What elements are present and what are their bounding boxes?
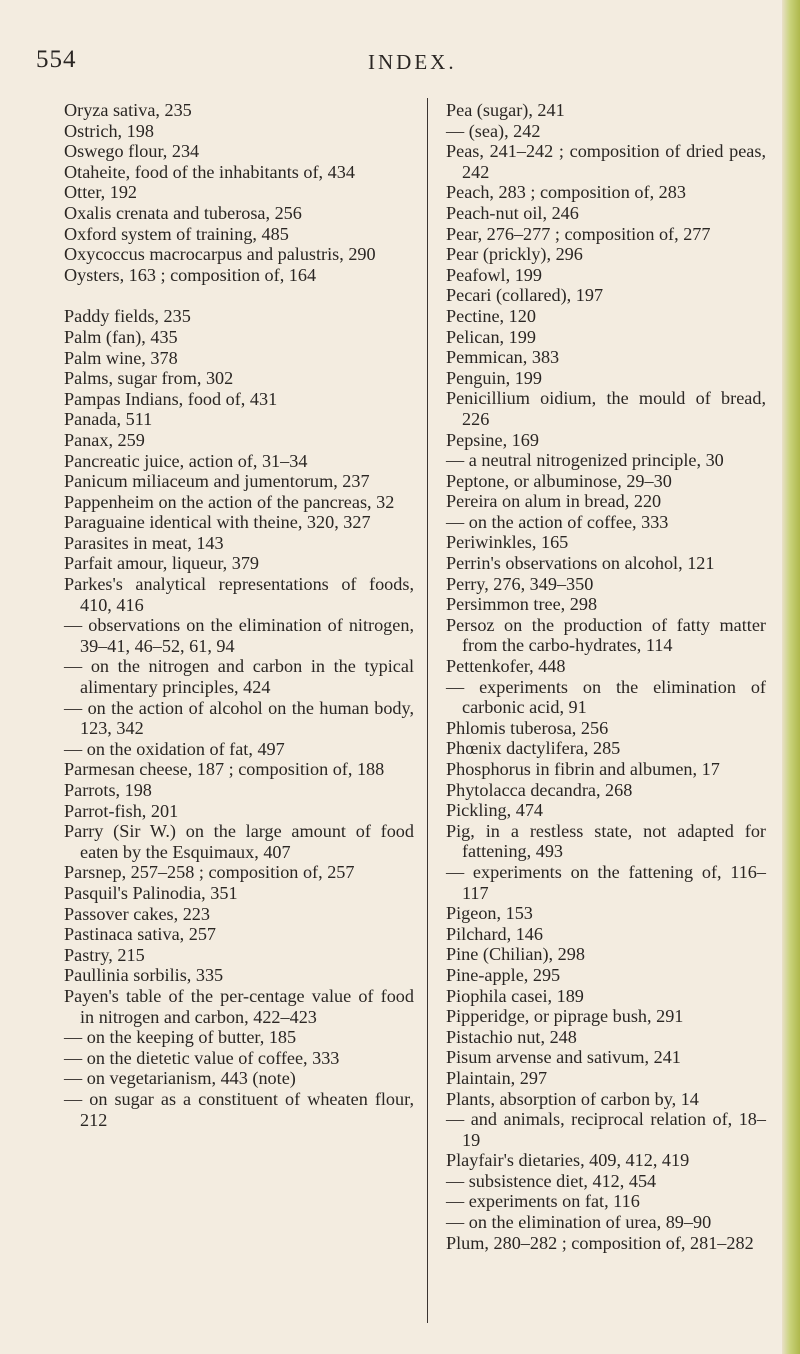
index-entry: — on sugar as a constituent of wheaten flour, 212 (64, 1088, 414, 1130)
index-entry: Pea (sugar), 241 (446, 100, 565, 120)
page-edge (782, 0, 800, 1354)
index-entry: Pasquil's Palinodia, 351 (64, 882, 238, 903)
index-entry: Phosphorus in fibrin and albumen, 17 (446, 759, 720, 779)
index-entry: — on the keeping of butter, 185 (64, 1027, 297, 1048)
index-entry: Pastry, 215 (64, 944, 145, 965)
index-entry: Pelican, 199 (446, 326, 536, 347)
index-entry: Passover cakes, 223 (64, 903, 210, 924)
index-entry: Palms, sugar from, 302 (64, 368, 234, 389)
index-entry: Perrin's observations on alcohol, 121 (446, 553, 715, 574)
index-entry: Oryza sativa, 235 (64, 100, 192, 120)
index-entry: Peas, 241–242 ; composition of dried peas, 242 (446, 141, 766, 182)
index-entry: Pemmican, 383 (446, 347, 560, 368)
index-entry: Persimmon tree, 298 (446, 594, 598, 615)
index-entry: Penguin, 199 (446, 367, 542, 388)
index-entry: Oxford system of training, 485 (64, 223, 289, 244)
index-entry: Piophila casei, 189 (446, 985, 584, 1006)
index-entry: Pisum arvense and sativum, 241 (446, 1047, 681, 1068)
index-entry: Phlomis tuberosa, 256 (446, 717, 609, 738)
index-column-right (446, 100, 766, 1253)
index-entry: Playfair's dietaries, 409, 412, 419 (446, 1150, 690, 1171)
index-entry: Oxycoccus macrocarpus and palustris, 290 (64, 244, 376, 265)
index-entry: Panax, 259 (64, 429, 145, 450)
index-entry: Panada, 511 (64, 409, 153, 430)
index-entry: Parsnep, 257–258 ; composition of, 257 (64, 862, 355, 883)
index-entry: — experiments on the elimination of carbonic acid, 91 (446, 676, 766, 718)
index-entry: Oxalis crenata and tuberosa, 256 (64, 202, 302, 223)
index-entry: Pine-apple, 295 (446, 964, 561, 985)
index-entry: Peptone, or albuminose, 29–30 (446, 470, 672, 491)
column-divider (427, 98, 428, 1323)
index-entry: Plants, absorption of carbon by, 14 (446, 1088, 699, 1109)
page-number: 554 (36, 46, 77, 73)
index-entry: Parrots, 198 (64, 780, 152, 800)
index-entry: Pear (prickly), 296 (446, 244, 583, 265)
index-entry: Pepsine, 169 (446, 429, 539, 450)
index-entry: Pastinaca sativa, 257 (64, 924, 217, 945)
index-entry: Paddy fields, 235 (64, 306, 191, 327)
index-entry: — a neutral nitrogenized principle, 30 (446, 450, 724, 471)
index-entry: Peach, 283 ; composition of, 283 (446, 182, 686, 203)
index-entry: Pickling, 474 (446, 800, 544, 821)
index-entry: Pereira on alum in bread, 220 (446, 491, 662, 512)
index-entry: Palm wine, 378 (64, 347, 178, 368)
index-entry: Parfait amour, liqueur, 379 (64, 553, 260, 574)
index-entry: — on vegetarianism, 443 (note) (64, 1068, 296, 1089)
index-entry: Peafowl, 199 (446, 264, 542, 285)
index-entry: Parkes's analytical representations of foods, 410, 416 (64, 574, 414, 615)
page-header (0, 40, 800, 80)
index-entry: — on the nitrogen and carbon in the typical alimentary principles, 424 (64, 656, 414, 698)
index-entry: Pampas Indians, food of, 431 (64, 388, 278, 409)
index-entry: Penicillium oidium, the mould of bread, 226 (446, 388, 766, 429)
index-entry: Ostrich, 198 (64, 120, 154, 141)
index-entry: — and animals, reciprocal relation of, 18–19 (446, 1109, 766, 1150)
index-entry: Paraguaine identical with theine, 320, 327 (64, 512, 371, 533)
index-entry: Peach-nut oil, 246 (446, 202, 579, 223)
index-entry: Pecari (collared), 197 (446, 285, 604, 306)
index-entry: — on the oxidation of fat, 497 (64, 738, 285, 759)
index-entry: Persoz on the production of fatty matter from the carbo-hydrates, 114 (446, 614, 766, 656)
index-entry: Periwinkles, 165 (446, 532, 569, 553)
index-entry: Pistachio nut, 248 (446, 1026, 577, 1047)
index-entry: Plaintain, 297 (446, 1067, 548, 1088)
index-entry: — (sea), 242 (446, 120, 541, 141)
index-entry: Phœnix dactylifera, 285 (446, 738, 621, 759)
index-entry: Pigeon, 153 (446, 903, 533, 924)
index-entry: Otter, 192 (64, 182, 138, 203)
index-entry: Perry, 276, 349–350 (446, 573, 594, 594)
index-entry: Pancreatic juice, action of, 31–34 (64, 450, 308, 471)
index-entry: Pig, in a restless state, not adapted for fattening, 493 (446, 820, 766, 862)
index-entry: Parrot-fish, 201 (64, 800, 179, 821)
index-entry: — on the action of alcohol on the human body, 123, 342 (64, 697, 414, 739)
index-entry: Palm (fan), 435 (64, 326, 178, 347)
index-entry: Pipperidge, or piprage bush, 291 (446, 1006, 684, 1027)
index-entry: Payen's table of the per-centage value of food in nitrogen and carbon, 422–423 (64, 985, 414, 1027)
index-entry: Phytolacca decandra, 268 (446, 779, 633, 800)
index-entry: Parasites in meat, 143 (64, 532, 224, 553)
index-entry: Pettenkofer, 448 (446, 656, 566, 677)
index-entry: — experiments on the fattening of, 116–117 (446, 861, 766, 903)
index-entry: Parmesan cheese, 187 ; composition of, 188 (64, 759, 385, 780)
index-entry: Pappenheim on the action of the pancreas, 32 (64, 491, 395, 512)
index-entry: — on the action of coffee, 333 (446, 511, 669, 532)
index-entry: Oswego flour, 234 (64, 141, 200, 162)
index-entry: Panicum miliaceum and jumentorum, 237 (64, 471, 370, 492)
index-entry: Pectine, 120 (446, 305, 536, 326)
index-entry: Parry (Sir W.) on the large amount of food eaten by the Esquimaux, 407 (64, 821, 414, 862)
index-entry: Pine (Chilian), 298 (446, 944, 585, 965)
index-entry: — on the elimination of urea, 89–90 (446, 1212, 712, 1233)
index-entry: Otaheite, food of the inhabitants of, 434 (64, 161, 355, 182)
index-entry: — subsistence diet, 412, 454 (446, 1170, 657, 1191)
index-entry: Paullinia sorbilis, 335 (64, 965, 224, 986)
index-column-left (64, 100, 414, 1130)
index-entry: Plum, 280–282 ; composition of, 281–282 (446, 1232, 754, 1253)
running-title: INDEX. (368, 50, 457, 74)
index-entry: — on the dietetic value of coffee, 333 (64, 1047, 340, 1068)
index-entry: — observations on the elimination of nitrogen, 39–41, 46–52, 61, 94 (64, 615, 414, 656)
index-entry: Pilchard, 146 (446, 923, 543, 944)
index-entry: Oysters, 163 ; composition of, 164 (64, 264, 317, 285)
index-entry: Pear, 276–277 ; composition of, 277 (446, 223, 711, 244)
index-entry: — experiments on fat, 116 (446, 1191, 640, 1212)
